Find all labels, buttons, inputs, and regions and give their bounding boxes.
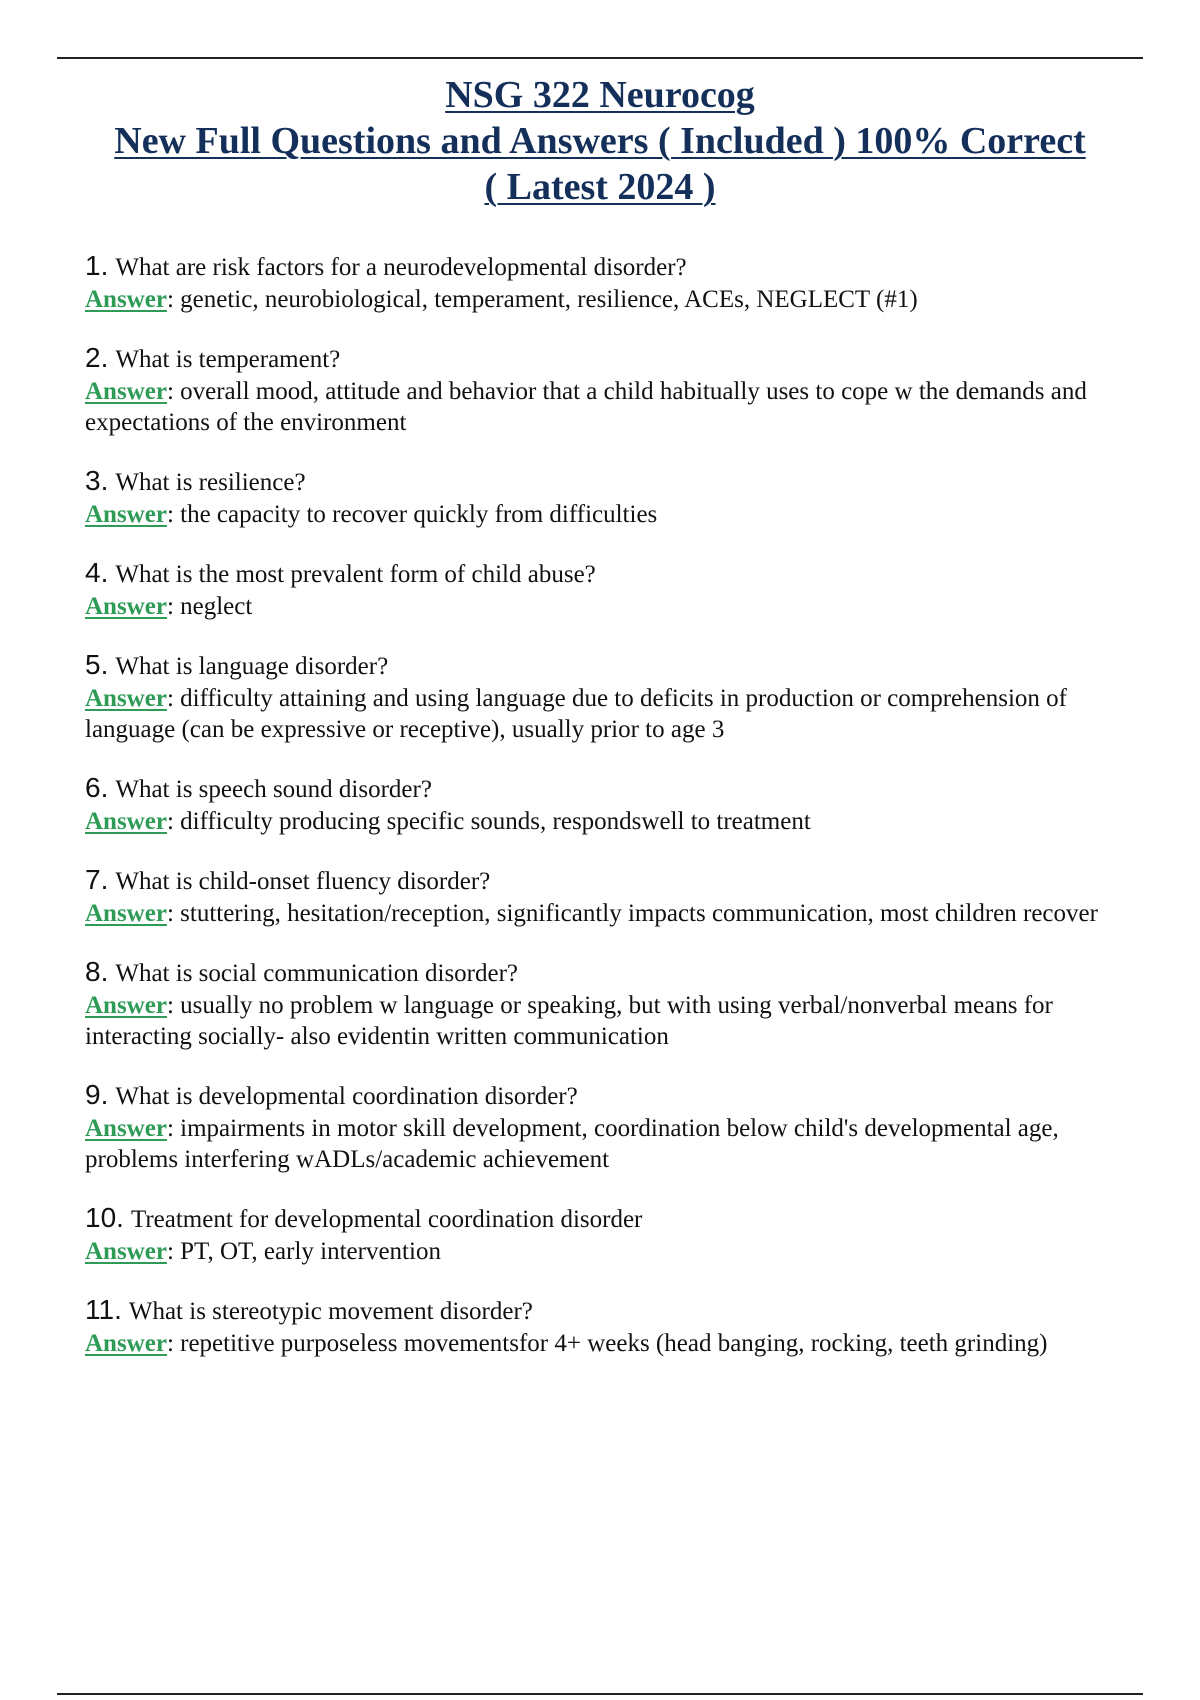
answer-label: Answer <box>85 900 167 927</box>
answer: Answer: genetic, neurobiological, temperament, resilience, ACEs, NEGLECT (#1) <box>85 286 918 313</box>
answer-text: difficulty producing specific sounds, respondswell to treatment <box>180 808 811 835</box>
title-line-2: New Full Questions and Answers ( Included ) 100% Correct <box>114 120 1086 162</box>
question <box>85 864 1140 898</box>
question-text: Treatment for developmental coordination disorder <box>130 1206 643 1233</box>
answer-text: overall mood, attitude and behavior that a child habitually uses to cope w the demands and expectations of the environment <box>85 378 1087 436</box>
question-text: What is resilience? <box>115 469 306 496</box>
question <box>85 465 1140 499</box>
answer-label: Answer <box>85 808 167 835</box>
qa-item <box>85 342 1140 438</box>
answer: Answer: overall mood, attitude and behavior that a child habitually uses to cope w the demands and expectations of the environment <box>85 378 1087 436</box>
qa-item <box>85 1079 1140 1175</box>
question-text: What is stereotypic movement disorder? <box>128 1298 533 1325</box>
title-line-3: ( Latest 2024 ) <box>484 166 716 208</box>
question <box>85 557 1140 591</box>
answer: Answer: difficulty producing specific sounds, respondswell to treatment <box>85 808 811 835</box>
question <box>85 1202 1140 1236</box>
answer-label: Answer <box>85 1238 167 1265</box>
question-number: 11. <box>85 1294 122 1325</box>
answer: Answer: neglect <box>85 593 253 620</box>
qa-item <box>85 465 1140 530</box>
question-text: What is developmental coordination disorder? <box>115 1083 578 1110</box>
question-text: What is language disorder? <box>115 653 389 680</box>
answer: Answer: the capacity to recover quickly from difficulties <box>85 501 658 528</box>
answer: Answer: PT, OT, early intervention <box>85 1238 441 1265</box>
question-number: 8. <box>85 956 109 987</box>
question-text: What is speech sound disorder? <box>115 776 432 803</box>
qa-item <box>85 1202 1140 1267</box>
question <box>85 956 1140 990</box>
question-number: 5. <box>85 649 109 680</box>
question-text: What is temperament? <box>115 346 341 373</box>
question <box>85 772 1140 806</box>
answer-text: the capacity to recover quickly from difficulties <box>180 501 658 528</box>
question-text: What are risk factors for a neurodevelopmental disorder? <box>115 254 687 281</box>
qa-item <box>85 649 1140 745</box>
answer-label: Answer <box>85 1330 167 1357</box>
top-rule <box>57 57 1143 59</box>
answer-text: difficulty attaining and using language due to deficits in production or comprehension of language (can be expressive or receptive), usually prior to age 3 <box>85 685 1067 743</box>
answer-label: Answer <box>85 378 167 405</box>
answer-text: genetic, neurobiological, temperament, resilience, ACEs, NEGLECT (#1) <box>180 286 918 313</box>
answer-label: Answer <box>85 501 167 528</box>
answer-text: PT, OT, early intervention <box>180 1238 441 1265</box>
question-number: 6. <box>85 772 109 803</box>
question-number: 9. <box>85 1079 109 1110</box>
answer: Answer: impairments in motor skill development, coordination below child's developmental age, problems interfering wADLs/academic achievement <box>85 1115 1059 1173</box>
answer: Answer: difficulty attaining and using language due to deficits in production or comprehension of language (can be expressive or receptive), usually prior to age 3 <box>85 685 1067 743</box>
answer-label: Answer <box>85 286 167 313</box>
answer-text: impairments in motor skill development, coordination below child's developmental age, problems interfering wADLs/academic achievement <box>85 1115 1059 1173</box>
question-text: What is child-onset fluency disorder? <box>115 868 491 895</box>
question-number: 7. <box>85 864 109 895</box>
question <box>85 649 1140 683</box>
qa-item <box>85 250 1140 315</box>
question-number: 4. <box>85 557 109 588</box>
answer-text: stuttering, hesitation/reception, significantly impacts communication, most children recover <box>180 900 1098 927</box>
bottom-rule <box>57 1693 1143 1695</box>
question-text: What is social communication disorder? <box>115 960 519 987</box>
qa-item <box>85 557 1140 622</box>
answer-text: repetitive purposeless movementsfor 4+ weeks (head banging, rocking, teeth grinding) <box>180 1330 1048 1357</box>
answer-label: Answer <box>85 992 167 1019</box>
document-title <box>57 72 1143 210</box>
answer-text: neglect <box>180 593 253 620</box>
answer: Answer: repetitive purposeless movementsfor 4+ weeks (head banging, rocking, teeth grinding) <box>85 1330 1048 1357</box>
question <box>85 1294 1140 1328</box>
qa-item <box>85 772 1140 837</box>
question-number: 2. <box>85 342 109 373</box>
qa-list <box>85 250 1140 1386</box>
question <box>85 342 1140 376</box>
answer-text: usually no problem w language or speaking, but with using verbal/nonverbal means for interacting socially- also evidentin written communication <box>85 992 1053 1050</box>
question-number: 1. <box>85 250 109 281</box>
qa-item <box>85 864 1140 929</box>
answer-label: Answer <box>85 593 167 620</box>
answer: Answer: stuttering, hesitation/reception, significantly impacts communication, most children recover <box>85 900 1098 927</box>
answer-label: Answer <box>85 685 167 712</box>
question <box>85 250 1140 284</box>
question-number: 3. <box>85 465 109 496</box>
question <box>85 1079 1140 1113</box>
answer: Answer: usually no problem w language or speaking, but with using verbal/nonverbal means for interacting socially- also evidentin written communication <box>85 992 1053 1050</box>
question-number: 10. <box>85 1202 124 1233</box>
answer-label: Answer <box>85 1115 167 1142</box>
qa-item <box>85 956 1140 1052</box>
title-line-1: NSG 322 Neurocog <box>445 74 755 116</box>
question-text: What is the most prevalent form of child abuse? <box>115 561 596 588</box>
qa-item <box>85 1294 1140 1359</box>
